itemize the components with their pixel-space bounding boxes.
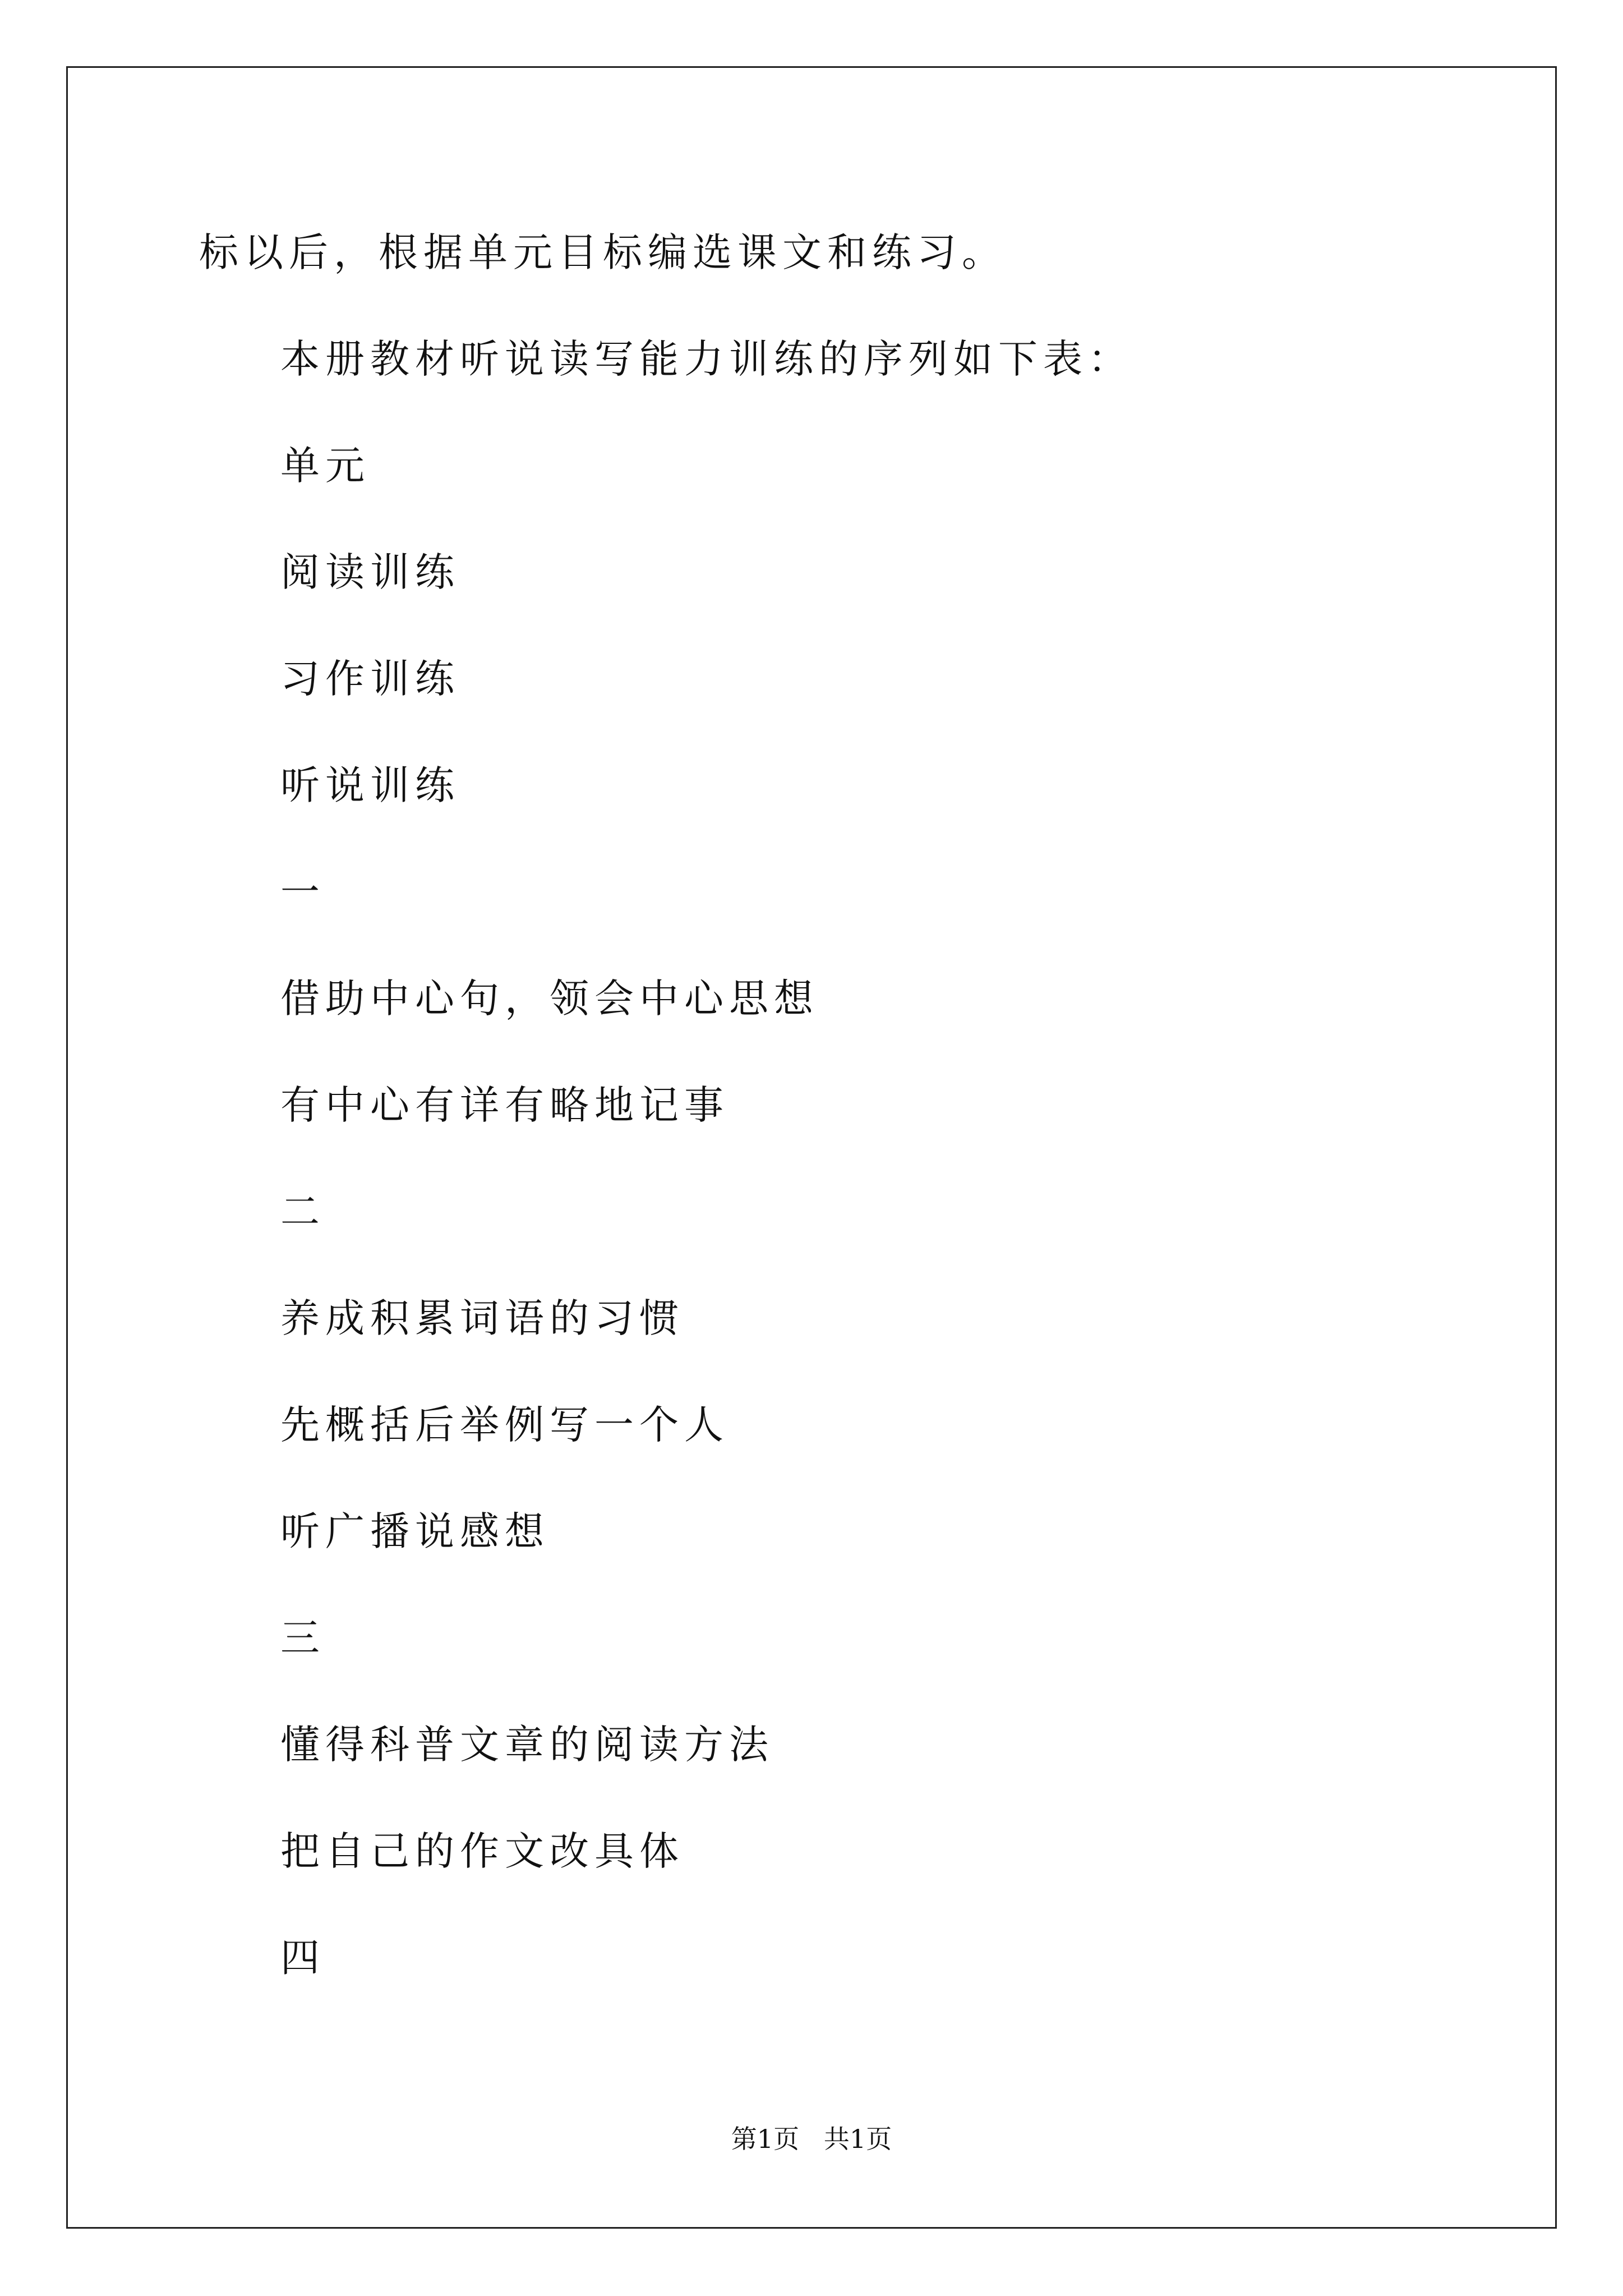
text-line: 二: [280, 1189, 325, 1235]
text-line: 养成积累词语的习惯: [280, 1295, 684, 1341]
page-border: [66, 66, 1557, 2229]
text-line: 本册教材听说读写能力训练的序列如下表：: [280, 336, 1133, 382]
text-line: 三: [280, 1615, 325, 1661]
text-line: 阅读训练: [280, 549, 460, 595]
text-line: 习作训练: [280, 656, 460, 702]
text-line: 四: [280, 1935, 325, 1981]
text-line: 听广播说感想: [280, 1508, 550, 1554]
text-line: 把自己的作文改具体: [280, 1828, 684, 1874]
text-line: 一: [280, 869, 325, 915]
page-number-footer: 第1页 共1页: [731, 2124, 892, 2154]
text-line: 有中心有详有略地记事: [280, 1082, 729, 1128]
text-line: 借助中心句，领会中心思想: [280, 976, 819, 1022]
text-line: 懂得科普文章的阅读方法: [280, 1722, 774, 1768]
text-line: 先概括后举例写一个人: [280, 1402, 729, 1448]
text-line: 单元: [280, 443, 370, 489]
text-line: 听说训练: [280, 762, 460, 808]
text-line: 标以后，根据单元目标编选课文和练习。: [199, 229, 1007, 275]
